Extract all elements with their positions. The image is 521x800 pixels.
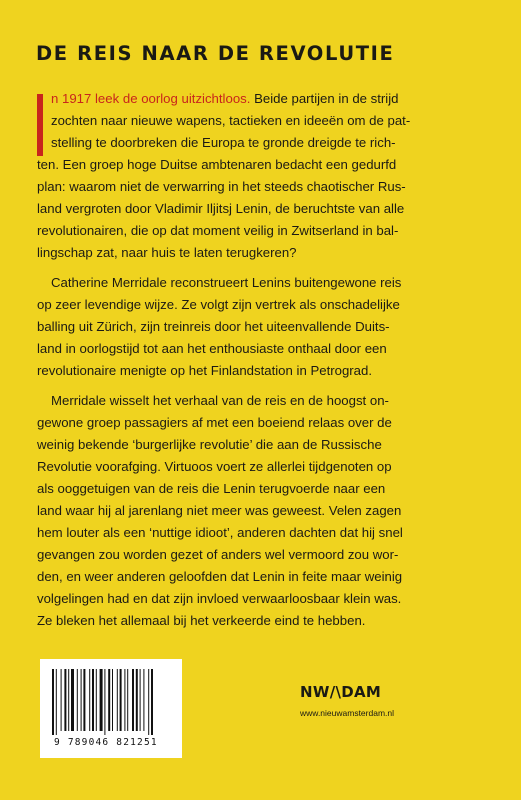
- paragraph-1-line: plan: waarom niet de verwarring in het steeds chaotischer Rus-: [37, 179, 406, 194]
- paragraph2-line: op zeer levendige wijze. Ze volgt zijn vertrek als onschadelijke: [37, 297, 400, 312]
- opening-rest: Beide partijen in de strijd: [250, 91, 399, 106]
- publisher-url: www.nieuwamsterdam.nl: [300, 708, 395, 718]
- barcode-bar: [151, 669, 153, 735]
- barcode-bar: [61, 669, 62, 731]
- barcode-bar: [81, 669, 82, 731]
- barcode-bar: [104, 669, 105, 735]
- paragraph3-line: als ooggetuigen van de reis die Lenin terugvoerde naar een: [37, 481, 386, 496]
- barcode-bar: [140, 669, 141, 731]
- paragraph3-line: den, en weer anderen geloofden dat Lenin in feite maar weinig: [37, 569, 403, 584]
- paragraph3-line: hem louter als een ‘nuttige idioot’, anderen dachten dat hij snel: [37, 525, 403, 540]
- barcode-bar: [112, 669, 113, 731]
- paragraph-3: [37, 390, 490, 632]
- barcode: [40, 659, 182, 758]
- barcode-bar: [83, 669, 85, 731]
- barcode-bar: [148, 669, 149, 735]
- paragraph-1-line: revolutionairen, die op dat moment veilig in Zwitserland in bal-: [37, 223, 399, 238]
- barcode-digits: 9 789046 821251: [54, 737, 158, 748]
- paragraph-1-line: land vergroten door Vladimir Iljitsj Lenin, de beruchtste van alle: [37, 201, 405, 216]
- paragraph2-line: land in oorlogstijd tot aan het enthousiaste onthaal door een: [37, 341, 387, 356]
- paragraph-1-line: zochten naar nieuwe wapens, tactieken en ideeën om de pat-: [51, 113, 411, 128]
- paragraph-1-line: lingschap zat, naar huis te laten terugkeren?: [37, 245, 297, 260]
- paragraph3-line: gewone groep passagiers af met een boeiend relaas over de: [37, 415, 392, 430]
- barcode-bar: [52, 669, 54, 735]
- blurb-text: [37, 88, 490, 640]
- paragraph-1-line: [51, 88, 490, 110]
- publisher-logo: NW/\DAM: [300, 683, 382, 701]
- barcode-bar: [68, 669, 69, 731]
- barcode-bar: [89, 669, 90, 731]
- barcode-bar: [120, 669, 122, 731]
- paragraph2-line: balling uit Zürich, zijn treinreis door het uiteenvallende Duits-: [37, 319, 390, 334]
- barcode-bar: [136, 669, 138, 731]
- paragraph-1: [37, 88, 490, 264]
- barcode-bar: [143, 669, 144, 731]
- paragraph3-line: gevangen zou worden gezet of anders wel vermoord zou wor-: [37, 547, 399, 562]
- paragraph3-line: Merridale wisselt het verhaal van de reis en de hoogst on-: [51, 393, 389, 408]
- barcode-bar: [92, 669, 94, 731]
- paragraph-1-line: stelling te doorbreken die Europa te gronde dreigde te rich-: [51, 135, 396, 150]
- barcode-bar: [124, 669, 125, 731]
- barcode-bar: [100, 669, 103, 731]
- paragraph3-line: weinig bekende ‘burgerlijke revolutie’ die aan de Russische: [37, 437, 382, 452]
- barcode-bar: [71, 669, 74, 731]
- barcode-bar: [96, 669, 97, 731]
- paragraph3-line: land waar hij al jarenlang niet meer was geweest. Velen zagen: [37, 503, 402, 518]
- barcode-bars: [52, 669, 170, 735]
- barcode-bar: [132, 669, 134, 731]
- barcode-bar: [117, 669, 118, 731]
- paragraph2-line: Catherine Merridale reconstrueert Lenins buitengewone reis: [51, 275, 402, 290]
- opening-highlight: n 1917 leek de oorlog uitzichtloos.: [51, 91, 251, 106]
- paragraph-1-line: ten. Een groep hoge Duitse ambtenaren bedacht een gedurfd: [37, 157, 397, 172]
- barcode-bar: [64, 669, 66, 731]
- barcode-bar: [56, 669, 57, 735]
- paragraph3-line: Revolutie voorafging. Virtuoos voert ze allerlei tijdgenoten op: [37, 459, 392, 474]
- barcode-bar: [127, 669, 128, 731]
- paragraph3-line: Ze bleken het allemaal bij het verkeerde eind te hebben.: [37, 613, 366, 628]
- paragraph3-line: volgelingen had en dat zijn invloed verwaarloosbaar klein was.: [37, 591, 402, 606]
- paragraph-2: [37, 272, 490, 382]
- barcode-bar: [77, 669, 78, 731]
- book-title: DE REIS NAAR DE REVOLUTIE: [36, 42, 395, 65]
- barcode-bar: [108, 669, 110, 731]
- paragraph2-line: revolutionaire menigte op het Finlandstation in Petrograd.: [37, 363, 373, 378]
